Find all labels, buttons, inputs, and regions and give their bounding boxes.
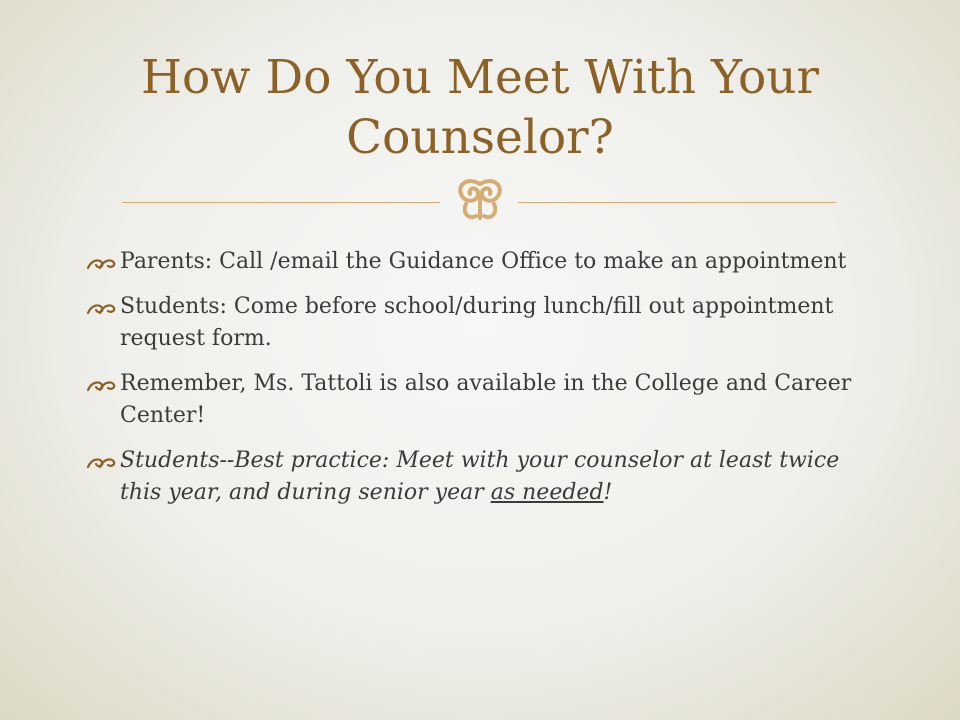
fleuron-bullet-icon [86,377,116,393]
slide-title: How Do You Meet With Your Counselor? [141,50,819,165]
bullet-text-before: Students--Best practice: Meet with your counselor at least twice this year, and during senior year [120,448,840,505]
bullet-text: Remember, Ms. Tattoli is also available in the College and Career Center! [120,371,852,428]
bullet-list [86,246,866,522]
bullet-item [86,368,866,432]
bullet-text-underlined: as needed [490,480,604,505]
bullet-text [120,448,839,505]
title-divider-left [122,202,440,203]
bullet-item [86,246,866,278]
fleuron-bullet-icon [86,454,116,470]
fleuron-bullet-icon [86,255,116,271]
bullet-text: Parents: Call /email the Guidance Office to make an appointment [120,249,847,274]
ornate-swirl-icon [448,172,512,226]
fleuron-bullet-icon [86,300,116,316]
bullet-text: Students: Come before school/during lunch/fill out appointment request form. [120,294,834,351]
bullet-text-after: ! [603,480,613,505]
bullet-item [86,445,866,509]
bullet-item [86,291,866,355]
title-divider-right [518,202,836,203]
